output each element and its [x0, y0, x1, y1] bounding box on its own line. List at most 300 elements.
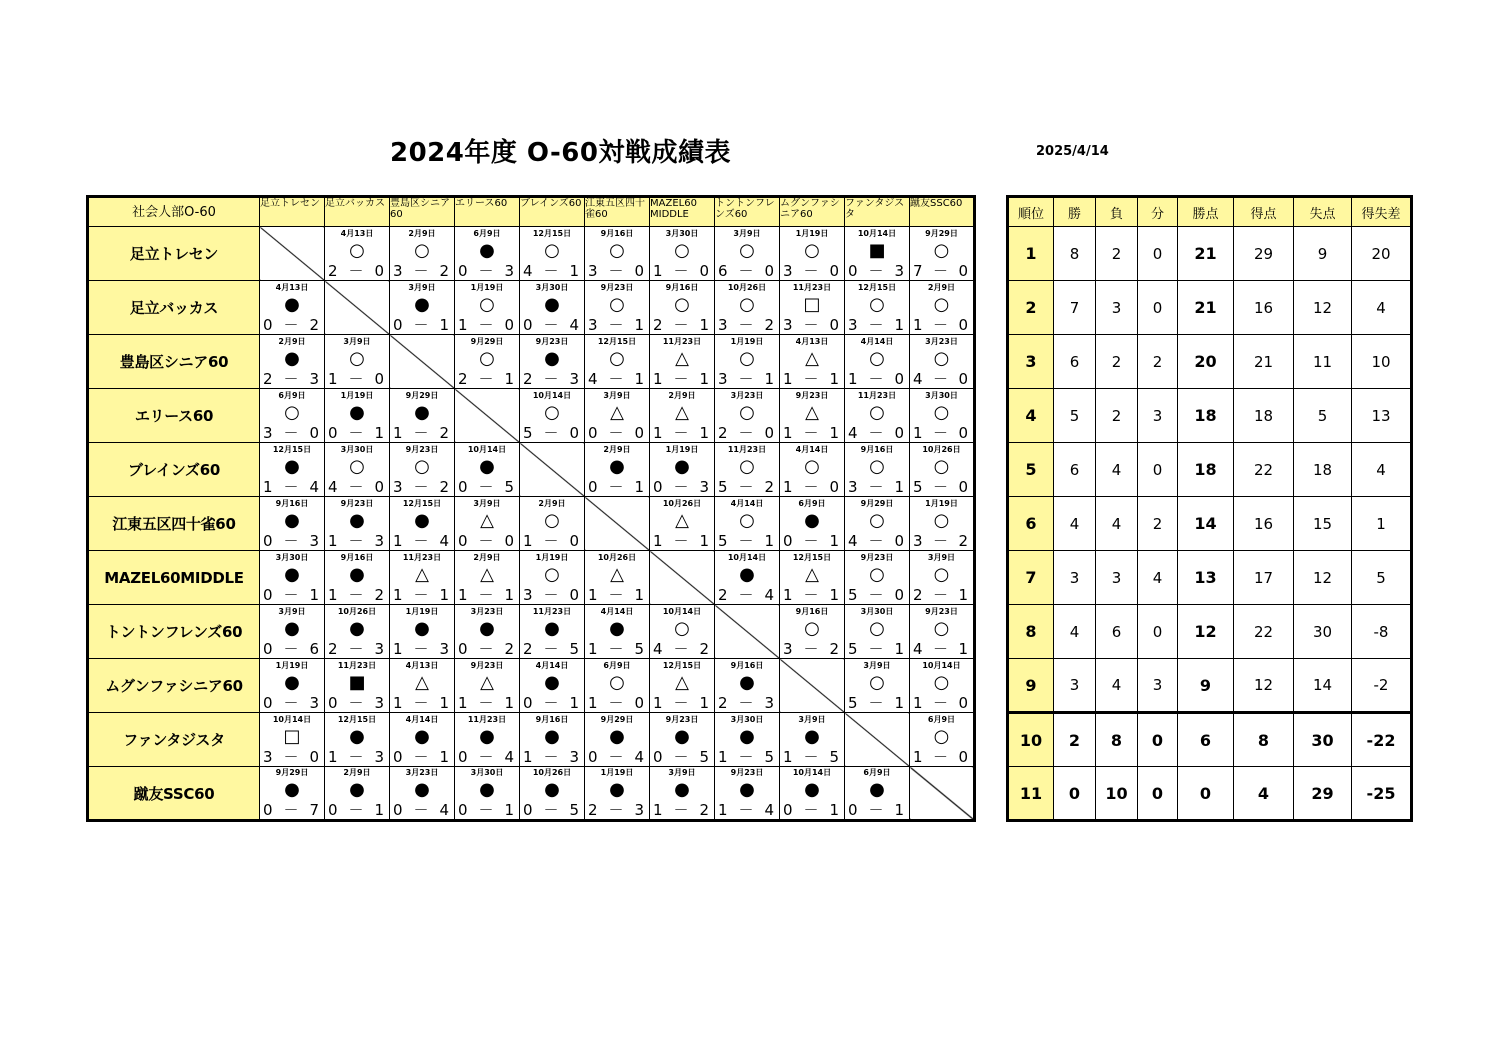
result-icon: △: [480, 563, 494, 585]
score-separator: －: [932, 747, 948, 766]
match-cell: [780, 767, 845, 821]
match-date: 2月9日: [538, 498, 566, 508]
match-cell: [390, 605, 455, 659]
match-date: 3月9日: [733, 228, 761, 238]
wins-cell: 3: [1054, 659, 1096, 713]
score-separator: －: [932, 585, 948, 604]
result-icon: ●: [739, 725, 755, 747]
goals-for-cell: 8: [1234, 713, 1294, 767]
goal-diff-cell: 5: [1352, 551, 1412, 605]
standings-row: [1008, 443, 1412, 497]
column-header: トントンフレンズ60: [715, 197, 780, 227]
result-icon: ●: [349, 509, 365, 531]
rank-cell: 8: [1008, 605, 1054, 659]
match-cell: [585, 389, 650, 443]
match-date: 11月23日: [532, 606, 572, 616]
goals-against-cell: 12: [1294, 551, 1352, 605]
away-score: 1: [439, 747, 449, 766]
result-icon: ●: [674, 725, 690, 747]
match-date: 10月26日: [727, 282, 767, 292]
score-separator: －: [608, 423, 624, 442]
result-icon: △: [805, 401, 819, 423]
match-date: 9月16日: [340, 552, 374, 562]
score-separator: －: [348, 747, 364, 766]
rank-cell: 6: [1008, 497, 1054, 551]
diagonal-cell: [260, 227, 325, 281]
match-score: [718, 425, 774, 442]
match-score: [783, 479, 839, 496]
goals-for-cell: 12: [1234, 659, 1294, 713]
home-score: 4: [913, 369, 923, 388]
match-cell: [260, 335, 325, 389]
losses-cell: 8: [1096, 713, 1138, 767]
goals-for-cell: 21: [1234, 335, 1294, 389]
home-score: 0: [653, 747, 663, 766]
match-date: 9月29日: [405, 390, 439, 400]
home-score: 0: [328, 801, 338, 819]
away-score: 3: [894, 261, 904, 280]
draws-cell: 0: [1138, 281, 1178, 335]
score-separator: －: [413, 801, 429, 819]
match-score: [458, 371, 514, 388]
away-score: 3: [764, 693, 774, 712]
match-cell: [260, 281, 325, 335]
match-date: 9月16日: [665, 282, 699, 292]
away-score: 4: [569, 315, 579, 334]
home-score: 0: [523, 693, 533, 712]
score-separator: －: [478, 261, 494, 280]
home-score: 3: [588, 315, 598, 334]
result-icon: ●: [609, 725, 625, 747]
score-separator: －: [868, 477, 884, 496]
result-icon: ○: [674, 293, 690, 315]
score-separator: －: [348, 585, 364, 604]
match-cell: [650, 443, 715, 497]
away-score: 4: [439, 531, 449, 550]
away-score: 0: [958, 477, 968, 496]
away-score: 4: [309, 477, 319, 496]
result-icon: ○: [804, 617, 820, 639]
home-score: 2: [263, 369, 273, 388]
standings-header: 失点: [1294, 197, 1352, 227]
match-cell: [455, 713, 520, 767]
match-score: [328, 371, 384, 388]
match-date: 4月14日: [405, 714, 439, 724]
column-header: ブレインズ60: [520, 197, 585, 227]
score-separator: －: [932, 261, 948, 280]
match-cell: [455, 767, 520, 821]
wins-cell: 2: [1054, 713, 1096, 767]
diagonal-cell: [650, 551, 715, 605]
standings-header: 得点: [1234, 197, 1294, 227]
team-row: [88, 443, 975, 497]
match-date: 9月23日: [600, 282, 634, 292]
match-date: 1月19日: [925, 498, 958, 508]
team-name: 足立バッカス: [88, 281, 260, 335]
match-cell: [390, 389, 455, 443]
match-score: [913, 695, 968, 712]
match-score: [458, 749, 514, 766]
losses-cell: 6: [1096, 605, 1138, 659]
wins-cell: 5: [1054, 389, 1096, 443]
match-date: 4月13日: [340, 228, 374, 238]
match-score: [458, 263, 514, 280]
draws-cell: 3: [1138, 659, 1178, 713]
away-score: 0: [958, 315, 968, 334]
away-score: 1: [569, 261, 579, 280]
home-score: 1: [653, 423, 663, 442]
match-cell: [845, 335, 910, 389]
score-separator: －: [803, 585, 819, 604]
home-score: 1: [783, 585, 793, 604]
match-cell: [260, 659, 325, 713]
match-date: 10月14日: [662, 606, 702, 616]
score-separator: －: [543, 693, 559, 712]
rank-cell: 4: [1008, 389, 1054, 443]
result-icon: ●: [349, 725, 365, 747]
points-cell: 21: [1178, 281, 1234, 335]
away-score: 1: [829, 423, 839, 442]
away-score: 0: [958, 693, 968, 712]
score-separator: －: [673, 639, 689, 658]
goals-for-cell: 22: [1234, 443, 1294, 497]
match-cell: [585, 659, 650, 713]
home-score: 0: [393, 315, 403, 334]
goals-for-cell: 16: [1234, 497, 1294, 551]
match-date: 12月15日: [597, 336, 637, 346]
match-cell: [780, 551, 845, 605]
match-date: 3月30日: [470, 768, 504, 777]
goals-for-cell: 16: [1234, 281, 1294, 335]
match-score: [718, 371, 774, 388]
away-score: 2: [764, 315, 774, 334]
match-score: [783, 641, 839, 658]
match-date: 3月9日: [798, 714, 826, 724]
match-cell: [715, 443, 780, 497]
match-date: 9月16日: [730, 660, 764, 670]
away-score: 1: [504, 693, 514, 712]
match-date: 9月23日: [795, 390, 829, 400]
result-icon: ○: [609, 671, 625, 693]
result-icon: ●: [739, 671, 755, 693]
home-score: 1: [523, 531, 533, 550]
score-separator: －: [932, 639, 948, 658]
team-name: ファンタジスタ: [88, 713, 260, 767]
match-date: 12月15日: [532, 228, 572, 238]
match-date: 3月9日: [343, 336, 371, 346]
results-matrix: [86, 195, 976, 822]
result-icon: ●: [609, 455, 625, 477]
result-icon: ○: [933, 725, 950, 747]
goals-against-cell: 14: [1294, 659, 1352, 713]
result-icon: ●: [739, 779, 755, 800]
team-row: [88, 497, 975, 551]
away-score: 1: [829, 369, 839, 388]
goal-diff-cell: 10: [1352, 335, 1412, 389]
home-score: 5: [913, 477, 923, 496]
score-separator: －: [478, 801, 494, 819]
result-icon: ●: [804, 779, 820, 800]
team-name: MAZEL60MIDDLE: [88, 551, 260, 605]
match-date: 3月9日: [473, 498, 501, 508]
score-separator: －: [348, 423, 364, 442]
result-icon: ○: [739, 293, 755, 315]
score-separator: －: [738, 747, 754, 766]
diagonal-cell: [780, 659, 845, 713]
match-score: [523, 641, 579, 658]
goals-against-cell: 15: [1294, 497, 1352, 551]
match-date: 4月14日: [730, 498, 764, 508]
match-score: [523, 425, 579, 442]
match-date: 9月23日: [405, 444, 439, 454]
rank-cell: 2: [1008, 281, 1054, 335]
match-date: 1月19日: [535, 552, 569, 562]
wins-cell: 3: [1054, 551, 1096, 605]
away-score: 2: [699, 801, 709, 819]
home-score: 3: [523, 585, 533, 604]
result-icon: ○: [869, 455, 885, 477]
result-icon: △: [610, 563, 624, 585]
home-score: 0: [588, 477, 598, 496]
match-date: 4月14日: [535, 660, 569, 670]
result-icon: ○: [739, 509, 755, 531]
score-separator: －: [868, 261, 884, 280]
match-cell: [715, 335, 780, 389]
team-row: [88, 767, 975, 821]
match-score: [328, 587, 384, 604]
home-score: 1: [458, 315, 468, 334]
team-row: [88, 551, 975, 605]
match-cell: [780, 497, 845, 551]
result-icon: ●: [609, 617, 625, 639]
home-score: 1: [653, 531, 663, 550]
result-icon: ●: [479, 455, 495, 477]
home-score: 1: [328, 531, 338, 550]
away-score: 1: [894, 801, 904, 819]
away-score: 0: [894, 585, 904, 604]
away-score: 0: [829, 315, 839, 334]
away-score: 0: [309, 747, 319, 766]
wins-cell: 4: [1054, 497, 1096, 551]
result-icon: ●: [349, 779, 365, 800]
result-icon: ○: [869, 509, 885, 531]
score-separator: －: [932, 693, 948, 712]
result-icon: ○: [674, 239, 690, 261]
away-score: 0: [958, 261, 968, 280]
match-cell: [845, 443, 910, 497]
match-cell: [260, 551, 325, 605]
match-cell: [455, 443, 520, 497]
match-score: [328, 695, 384, 712]
match-score: [523, 371, 579, 388]
draws-cell: 0: [1138, 713, 1178, 767]
result-icon: ●: [674, 779, 690, 800]
match-cell: [520, 335, 585, 389]
diagonal-cell: [520, 443, 585, 497]
match-cell: [585, 551, 650, 605]
away-score: 5: [634, 639, 644, 658]
match-date: 11月23日: [662, 336, 702, 346]
match-cell: [455, 227, 520, 281]
match-cell: [910, 497, 975, 551]
result-icon: ○: [869, 563, 885, 585]
match-cell: [650, 605, 715, 659]
away-score: 3: [634, 801, 644, 819]
home-score: 0: [458, 639, 468, 658]
away-score: 0: [894, 531, 904, 550]
result-icon: ○: [933, 293, 950, 315]
result-icon: ●: [414, 779, 430, 800]
standings-row: [1008, 767, 1412, 821]
result-icon: ●: [544, 293, 560, 315]
match-date: 10月26日: [662, 498, 702, 508]
match-cell: [845, 497, 910, 551]
away-score: 1: [894, 477, 904, 496]
result-icon: △: [675, 401, 689, 423]
match-score: [263, 479, 319, 496]
away-score: 0: [569, 423, 579, 442]
match-date: 3月9日: [278, 606, 306, 616]
result-icon: ●: [479, 617, 495, 639]
score-separator: －: [283, 639, 299, 658]
diagonal-cell: [585, 497, 650, 551]
away-score: 5: [569, 801, 579, 819]
match-date: 6月9日: [863, 768, 891, 777]
losses-cell: 2: [1096, 389, 1138, 443]
match-cell: [585, 443, 650, 497]
match-date: 3月30日: [730, 714, 764, 724]
match-date: 3月23日: [925, 336, 958, 346]
score-separator: －: [413, 585, 429, 604]
home-score: 1: [393, 531, 403, 550]
home-score: 1: [393, 423, 403, 442]
home-score: 4: [913, 639, 923, 658]
away-score: 1: [764, 369, 774, 388]
result-icon: ●: [349, 563, 365, 585]
match-cell: [455, 659, 520, 713]
away-score: 0: [764, 261, 774, 280]
match-score: [393, 263, 449, 280]
away-score: 2: [439, 477, 449, 496]
match-score: [653, 263, 709, 280]
match-date: 9月16日: [860, 444, 894, 454]
score-separator: －: [478, 747, 494, 766]
match-date: 12月15日: [857, 282, 897, 292]
match-score: [913, 479, 968, 496]
score-separator: －: [932, 477, 948, 496]
home-score: 0: [393, 801, 403, 819]
result-icon: ○: [933, 617, 950, 639]
score-separator: －: [543, 747, 559, 766]
score-separator: －: [608, 369, 624, 388]
score-separator: －: [673, 693, 689, 712]
diagonal-cell: [910, 767, 975, 821]
away-score: 4: [439, 801, 449, 819]
match-cell: [910, 605, 975, 659]
match-score: [913, 371, 968, 388]
match-score: [523, 263, 579, 280]
match-date: 9月23日: [470, 660, 504, 670]
home-score: 3: [848, 315, 858, 334]
home-score: 1: [458, 693, 468, 712]
goal-diff-cell: -22: [1352, 713, 1412, 767]
match-cell: [520, 389, 585, 443]
losses-cell: 2: [1096, 335, 1138, 389]
match-score: [458, 479, 514, 496]
standings-row: [1008, 281, 1412, 335]
result-icon: ●: [414, 725, 430, 747]
result-icon: ●: [284, 347, 300, 369]
match-cell: [910, 713, 975, 767]
match-date: 4月13日: [795, 336, 829, 346]
match-date: 9月16日: [795, 606, 829, 616]
away-score: 0: [829, 477, 839, 496]
standings-header: 勝点: [1178, 197, 1234, 227]
score-separator: －: [413, 693, 429, 712]
match-cell: [845, 767, 910, 821]
match-score: [393, 425, 449, 442]
score-separator: －: [413, 261, 429, 280]
match-date: 6月9日: [278, 390, 306, 400]
standings-row: [1008, 551, 1412, 605]
away-score: 2: [374, 585, 384, 604]
away-score: 1: [894, 693, 904, 712]
result-icon: ○: [933, 509, 950, 531]
home-score: 1: [913, 315, 923, 334]
match-cell: [390, 551, 455, 605]
away-score: 3: [374, 693, 384, 712]
match-cell: [455, 281, 520, 335]
score-separator: －: [413, 639, 429, 658]
match-score: [913, 641, 968, 658]
match-date: 9月29日: [470, 336, 504, 346]
match-score: [263, 802, 319, 819]
away-score: 1: [634, 477, 644, 496]
match-score: [588, 425, 644, 442]
away-score: 5: [829, 747, 839, 766]
away-score: 1: [958, 639, 968, 658]
match-cell: [715, 767, 780, 821]
home-score: 7: [913, 261, 923, 280]
score-separator: －: [348, 693, 364, 712]
result-icon: △: [675, 347, 689, 369]
score-separator: －: [543, 639, 559, 658]
score-separator: －: [803, 747, 819, 766]
goals-for-cell: 18: [1234, 389, 1294, 443]
home-score: 1: [393, 639, 403, 658]
losses-cell: 4: [1096, 659, 1138, 713]
diagonal-cell: [715, 605, 780, 659]
points-cell: 6: [1178, 713, 1234, 767]
match-score: [783, 533, 839, 550]
match-cell: [520, 605, 585, 659]
match-score: [263, 533, 319, 550]
match-date: 9月29日: [925, 228, 958, 238]
match-cell: [455, 605, 520, 659]
match-score: [848, 641, 904, 658]
result-icon: ●: [284, 455, 300, 477]
home-score: 0: [588, 747, 598, 766]
score-separator: －: [608, 315, 624, 334]
match-score: [653, 479, 709, 496]
match-cell: [910, 659, 975, 713]
result-icon: △: [610, 401, 624, 423]
match-score: [393, 533, 449, 550]
match-score: [783, 317, 839, 334]
match-score: [458, 641, 514, 658]
home-score: 0: [848, 801, 858, 819]
match-score: [458, 317, 514, 334]
